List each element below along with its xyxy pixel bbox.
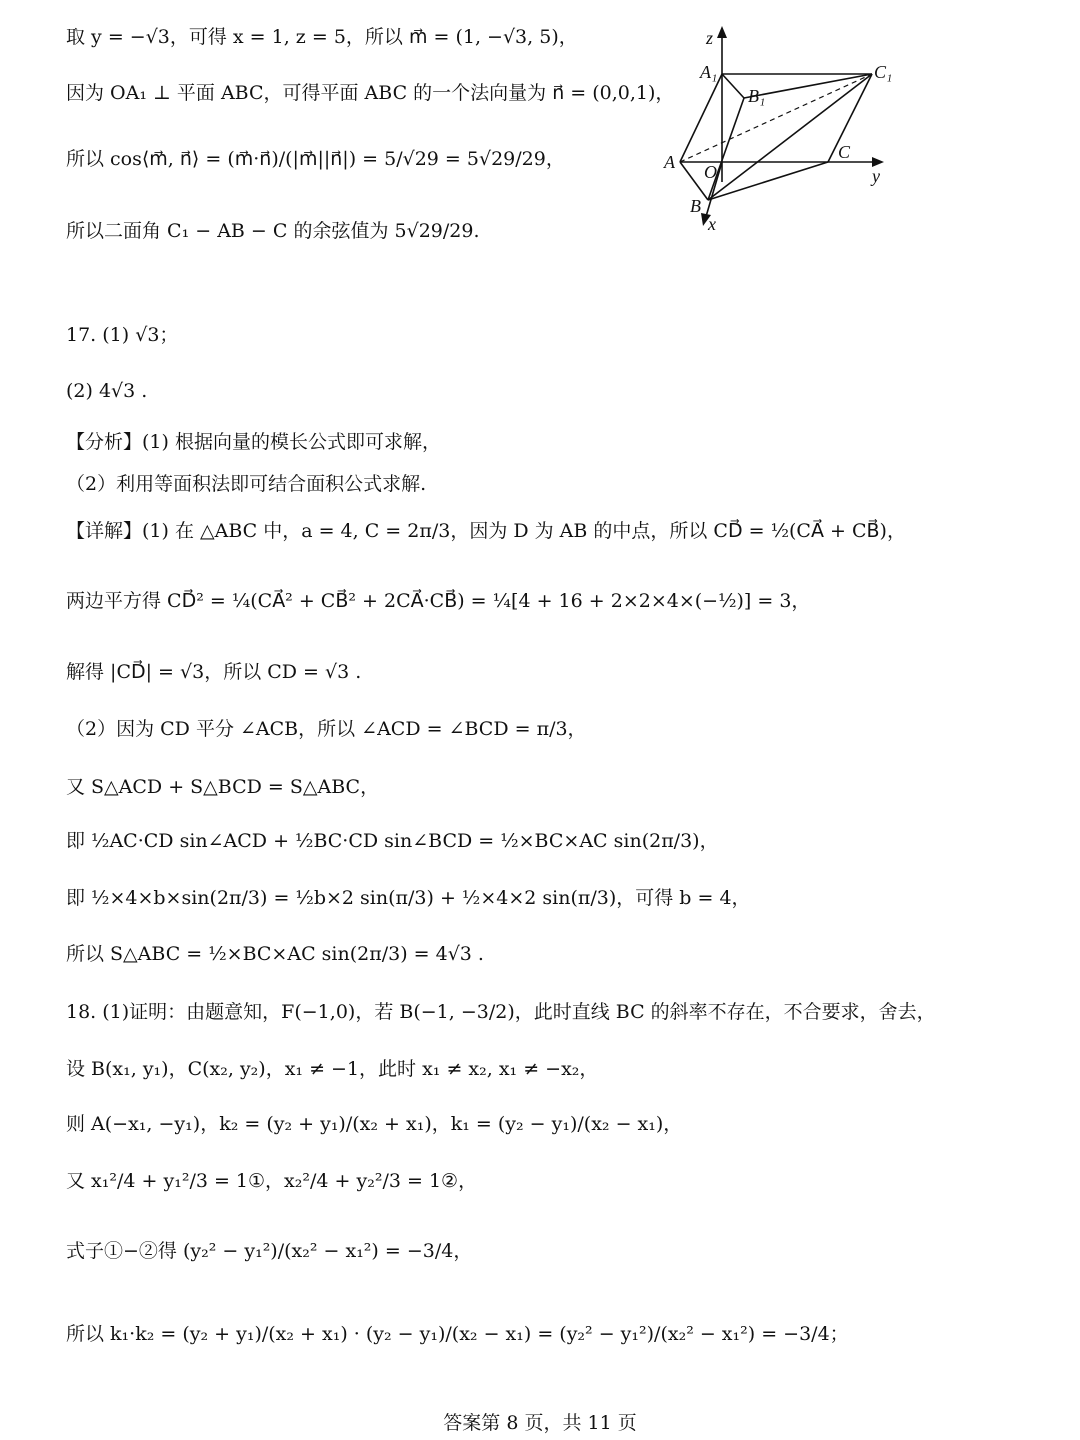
text-line: 取 y = −√3，可得 x = 1, z = 5，所以 m⃗ = (1, −√3, 5)， (66, 26, 578, 48)
label-o: O (704, 162, 717, 182)
label-c1: C₁ (874, 62, 893, 82)
label-y: y (872, 166, 880, 186)
text-line: 式子①−②得 (y₂² − y₁²)/(x₂² − x₁²) = −3/4， (66, 1240, 473, 1262)
label-x: x (708, 214, 716, 234)
text-line: （2）利用等面积法即可结合面积公式求解. (66, 473, 427, 495)
edge-a1-b1 (722, 74, 744, 98)
text-line: 所以 S△ABC = ½×BC×AC sin(2π/3) = 4√3 . (66, 943, 484, 965)
text-line: 解得 |CD⃗| = √3，所以 CD = √3 . (66, 661, 362, 683)
label-a1: A₁ (700, 62, 718, 82)
text-line: 18. (1)证明：由题意知，F(−1,0)，若 B(−1, −3/2)，此时直线 BC 的斜率不存在，不合要求，舍去， (66, 1001, 936, 1023)
edge-a-a1 (680, 74, 722, 162)
text-line: 【分析】(1) 根据向量的模长公式即可求解， (66, 431, 441, 453)
text-line: 所以 k₁·k₂ = (y₂ + y₁)/(x₂ + x₁) · (y₂ − y₁)/(x₂ − x₁) = (y₂² − y₁²)/(x₂² − x₁²) = −3/4； (66, 1323, 849, 1345)
text-line: 又 x₁²/4 + y₁²/3 = 1①，x₂²/4 + y₂²/3 = 1②， (66, 1170, 478, 1192)
text-line: （2）因为 CD 平分 ∠ACB，所以 ∠ACD = ∠BCD = π/3， (66, 718, 587, 740)
text-line: 即 ½AC·CD sin∠ACD + ½BC·CD sin∠BCD = ½×BC×AC sin(2π/3)， (66, 830, 719, 852)
edge-b-c (708, 162, 828, 200)
text-line: 所以二面角 C₁ − AB − C 的余弦值为 5√29/29. (66, 220, 480, 242)
text-line: 即 ½×4×b×sin(2π/3) = ½b×2 sin(π/3) + ½×4×2 sin(π/3)，可得 b = 4， (66, 887, 751, 909)
text-line: 又 S△ACD + S△BCD = S△ABC， (66, 776, 380, 798)
text-line: 因为 OA₁ ⊥ 平面 ABC，可得平面 ABC 的一个法向量为 n⃗ = (0,0,1)， (66, 82, 675, 104)
label-c: C (838, 142, 851, 162)
text-line: 【详解】(1) 在 △ABC 中，a = 4, C = 2π/3，因为 D 为 AB 的中点，所以 CD⃗ = ½(CA⃗ + CB⃗)， (66, 520, 906, 542)
text-line: 17. (1) √3； (66, 324, 179, 346)
page-footer: 答案第 8 页，共 11 页 (443, 1412, 637, 1434)
edge-b-c1 (708, 74, 872, 200)
text-line: 所以 cos⟨m⃗, n⃗⟩ = (m⃗·n⃗)/(|m⃗||n⃗|) = 5/√29 = 5√29/29， (66, 148, 565, 170)
label-b1: B₁ (748, 86, 766, 106)
label-b: B (690, 196, 701, 216)
prism-diagram (660, 22, 900, 237)
z-arrow-icon (717, 26, 727, 38)
edge-b-b1 (708, 98, 744, 200)
label-z: z (706, 28, 714, 48)
label-a: A (664, 152, 675, 172)
text-line: 则 A(−x₁, −y₁)，k₂ = (y₂ + y₁)/(x₂ + x₁)，k₁ = (y₂ − y₁)/(x₂ − x₁)， (66, 1113, 683, 1135)
text-line: 两边平方得 CD⃗² = ¼(CA⃗² + CB⃗² + 2CA⃗·CB⃗) = ¼[4 + 16 + 2×2×4×(−½)] = 3， (66, 590, 811, 612)
text-line: 设 B(x₁, y₁)，C(x₂, y₂)，x₁ ≠ −1，此时 x₁ ≠ x₂, x₁ ≠ −x₂， (66, 1058, 599, 1080)
text-line: (2) 4√3 . (66, 380, 148, 402)
